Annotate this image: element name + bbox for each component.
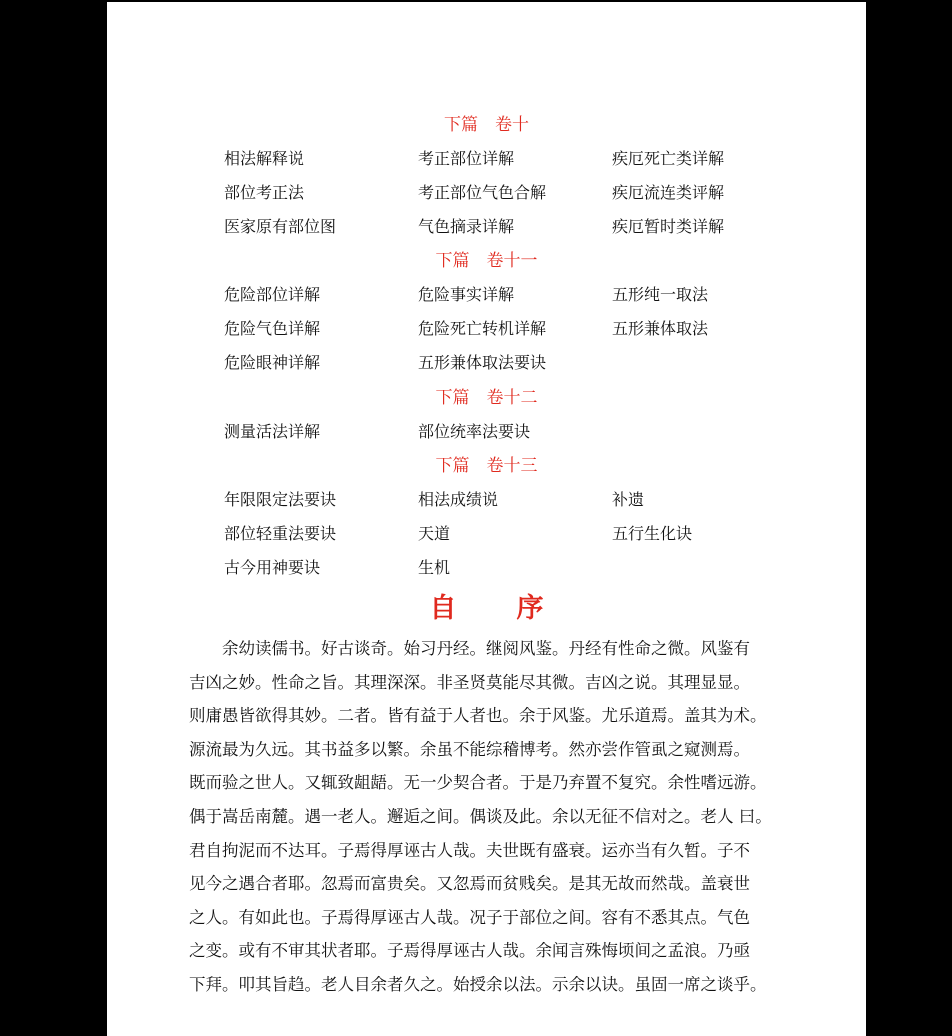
toc-entry: 补遗: [612, 490, 645, 509]
preface-line: 吉凶之妙。性命之旨。其理深深。非圣贤莫能尽其微。吉凶之说。其理显显。: [189, 672, 750, 692]
toc-section-title: 下篇 卷十三: [435, 456, 538, 476]
toc-row: [107, 216, 866, 238]
preface-line: 见今之遇合者耶。忽焉而富贵矣。又忽焉而贫贱矣。是其无故而然哉。盖衰世: [189, 874, 750, 894]
preface-line: 之人。有如此也。子焉得厚诬古人哉。况子于部位之间。容有不悉其点。气色: [189, 907, 750, 927]
toc-entry: 古今用神要诀: [224, 558, 321, 577]
toc-entry: 疾厄死亡类详解: [612, 149, 725, 168]
preface-line: 君自拘泥而不达耳。子焉得厚诬古人哉。夫世既有盛衰。运亦当有久暂。子不: [189, 840, 750, 860]
toc-entry: 考正部位详解: [418, 149, 515, 168]
toc-section-title: 下篇 卷十一: [435, 251, 538, 271]
toc-row: [107, 352, 866, 374]
toc-entry: 五行生化诀: [612, 524, 693, 543]
toc-entry: 部位统率法要诀: [418, 422, 531, 441]
toc-entry: 危险眼神详解: [224, 353, 321, 372]
document-page: [107, 2, 866, 1036]
preface-line: 偶于嵩岳南麓。遇一老人。邂逅之间。偶谈及此。余以无征不信对之。老人 曰。: [189, 807, 772, 826]
toc-entry: 疾厄暂时类详解: [612, 217, 725, 236]
toc-entry: 天道: [418, 524, 451, 543]
toc-entry: 年限限定法要诀: [224, 490, 337, 509]
toc-entry: 测量活法详解: [224, 422, 321, 441]
toc-row: [107, 318, 866, 340]
toc-entry: 危险事实详解: [418, 285, 515, 304]
toc-row: [107, 557, 866, 579]
toc-entry: 医家原有部位图: [224, 217, 337, 236]
preface-line: 则庸愚皆欲得其妙。二者。皆有益于人者也。余于风鉴。尤乐道焉。盖其为术。: [189, 706, 767, 726]
toc-row: [107, 523, 866, 545]
toc-row: [107, 489, 866, 511]
toc-entry: 气色摘录详解: [418, 217, 515, 236]
preface-title: 自序: [429, 593, 604, 624]
toc-entry: 相法成绩说: [418, 490, 499, 509]
preface-line: 既而验之世人。又辄致龃龉。无一少契合者。于是乃弃置不复究。余性嗜远游。: [189, 773, 767, 793]
toc-entry: 相法解释说: [224, 149, 305, 168]
toc-entry: 五形兼体取法: [612, 319, 709, 338]
toc-row: [107, 421, 866, 443]
toc-entry: 五形兼体取法要诀: [418, 353, 547, 372]
toc-entry: 五形纯一取法: [612, 285, 709, 304]
preface-line: 之变。或有不审其状者耶。子焉得厚诬古人哉。余闻言殊悔顷间之孟浪。乃亟: [189, 941, 750, 961]
toc-entry: 生机: [418, 558, 451, 577]
toc-section-title: 下篇 卷十: [444, 115, 529, 135]
toc-section-title: 下篇 卷十二: [435, 388, 538, 408]
toc-entry: 部位考正法: [224, 183, 305, 202]
toc-row: [107, 148, 866, 170]
toc-entry: 危险部位详解: [224, 285, 321, 304]
toc-entry: 考正部位气色合解: [418, 183, 547, 202]
toc-row: [107, 284, 866, 306]
toc-entry: 危险气色详解: [224, 319, 321, 338]
preface-line: 余幼读儒书。好古谈奇。始习丹经。继阅风鉴。丹经有性命之微。风鉴有: [189, 639, 750, 658]
toc-entry: 危险死亡转机详解: [418, 319, 547, 338]
toc-entry: 部位轻重法要诀: [224, 524, 337, 543]
toc-entry: 疾厄流连类评解: [612, 183, 725, 202]
toc-row: [107, 182, 866, 204]
preface-line: 下拜。叩其旨趋。老人目余者久之。始授余以法。示余以诀。虽固一席之谈乎。: [189, 975, 767, 994]
preface-line: 源流最为久远。其书益多以繁。余虽不能综稽博考。然亦尝作管虱之窥测焉。: [189, 739, 750, 759]
